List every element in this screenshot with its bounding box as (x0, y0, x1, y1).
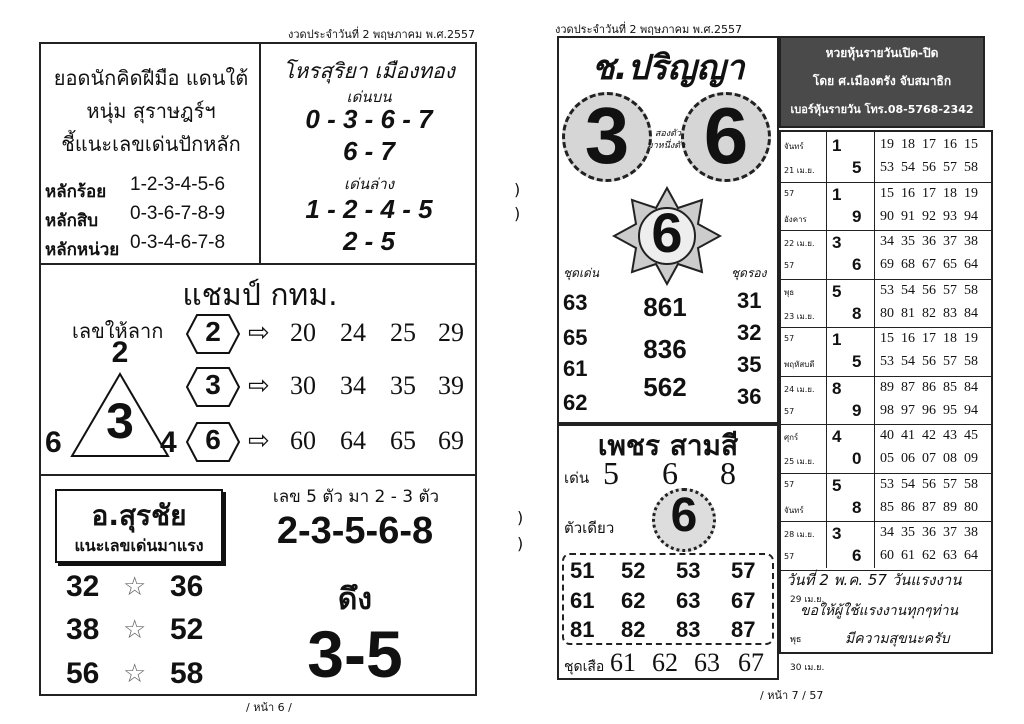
single-num: 6 (670, 489, 698, 542)
arrow-right-icon: ⇨ (248, 371, 270, 401)
table-row-divider (781, 327, 991, 328)
table-day-label: 23 เม.ย. (784, 311, 815, 321)
table-key: 4 (832, 427, 842, 446)
table-key: 5 (852, 352, 862, 371)
num-cell: 60 (290, 426, 316, 455)
chud-num: 62 (652, 648, 678, 677)
table-day-label: ศุกร์ (784, 433, 799, 442)
num-cell: 20 (290, 318, 316, 347)
star-num: 6 (651, 201, 683, 264)
pair-b: 36 (170, 570, 204, 603)
table-key: 3 (832, 233, 842, 252)
table-day-label: 57 (784, 334, 795, 343)
chud-num: 63 (694, 648, 720, 677)
lead-label: เลขให้ลาก (72, 319, 164, 343)
right-page-header: งวดประจำวันที่ 2 พฤษภาคม พ.ศ.2557 (555, 23, 742, 36)
row-value-tens: 0-3-6-7-8-9 (130, 203, 226, 224)
num-cell: 69 (438, 426, 464, 455)
topleft-line1: ยอดนักคิดฝีมือ แดนใต้ (53, 66, 249, 90)
table-nums: 80 81 82 83 84 (880, 305, 978, 321)
num-cell: 29 (438, 318, 464, 347)
set-right: 32 (737, 320, 762, 345)
note-day2: พุธ (790, 635, 802, 645)
middle-title: แชมป์ กทม. (182, 278, 338, 313)
single-label: ตัวเดียว (564, 519, 615, 537)
table-row-divider (781, 473, 991, 474)
hex-key-3: 6 (205, 424, 221, 455)
table-day-label: 25 เม.ย. (784, 457, 815, 466)
topleft-line3: ชี้แนะเลขเด่นปักหลัก (61, 132, 241, 156)
den-label: เด่น (564, 469, 590, 487)
draw-label: ดึง (337, 582, 373, 617)
set-left: 63 (563, 290, 588, 315)
table-nums: 69 68 67 65 64 (880, 257, 978, 272)
table-key: 5 (832, 281, 842, 301)
star-icon: ☆ (123, 659, 147, 689)
num-cell: 34 (340, 371, 366, 400)
table-nums: 53 54 56 57 58 (880, 476, 978, 492)
chud-num: 61 (610, 648, 636, 677)
den-num: 5 (603, 455, 619, 491)
table-row-divider (781, 521, 991, 522)
table-key: 6 (852, 546, 862, 565)
star-icon: ☆ (123, 572, 147, 602)
divider-horizontal (39, 263, 477, 265)
table-day-label: จันทร์ (784, 142, 804, 151)
table-day-label: อังคาร (784, 214, 807, 224)
table-nums: 15 16 17 18 19 (880, 185, 978, 201)
grid-cell: 52 (621, 558, 646, 583)
table-key: 8 (852, 497, 862, 517)
right-page-footer: / หน้า 7 / 57 (760, 689, 824, 702)
arrow-right-icon: ⇨ (248, 318, 270, 348)
lower-label: เด่นล่าง (343, 175, 395, 193)
table-key: 1 (832, 136, 842, 155)
set-right: 36 (737, 384, 762, 409)
num-cell: 64 (340, 426, 366, 455)
num-cell: 39 (438, 371, 464, 400)
set-left: 65 (563, 325, 588, 350)
row-label-units: หลักหน่วย (45, 240, 120, 260)
table-nums: 19 18 17 16 15 (880, 137, 978, 152)
table-row-divider (781, 376, 991, 377)
grid-cell: 81 (570, 617, 595, 642)
table-day-label: จันทร์ (784, 505, 804, 515)
grid-cell: 82 (621, 617, 646, 642)
triangle-right: 4 (160, 426, 177, 459)
table-key: 0 (852, 449, 862, 468)
table-nums: 05 06 07 08 09 (880, 451, 978, 466)
set-right: 31 (737, 288, 762, 313)
margin-mark: ) (514, 204, 521, 223)
table-day-label: พุธ (784, 287, 795, 297)
hex-key-1: 2 (205, 316, 221, 347)
triangle-left: 6 (45, 426, 62, 459)
five-label: เลข 5 ตัว มา 2 - 3 ตัว (272, 487, 440, 507)
grid-cell: 87 (731, 617, 756, 642)
num-cell: 35 (390, 371, 416, 400)
row-label-tens: หลักสิบ (45, 211, 99, 231)
table-key: 9 (852, 400, 862, 420)
set-left: 62 (563, 390, 588, 415)
note-line1: วันที่ 2 พ.ค. 57 วันแรงงาน (786, 571, 962, 589)
table-day-label: 57 (784, 479, 795, 489)
num-cell: 65 (390, 426, 416, 455)
pair-a: 56 (66, 657, 100, 690)
table-nums: 98 97 96 95 94 (880, 402, 978, 418)
table-day-label: 22 เม.ย. (784, 239, 815, 248)
divider-vertical (259, 42, 261, 264)
table-key: 1 (832, 330, 842, 349)
table-row-divider (781, 279, 991, 280)
row-value-hundreds: 1-2-3-4-5-6 (130, 174, 226, 195)
banner-line3: เบอร์หุ้นรายวัน โทร.08-5768-2342 (790, 103, 974, 116)
triangle-center: 3 (106, 393, 134, 449)
grid-cell: 53 (676, 558, 701, 583)
table-day-label: 24 เม.ย. (784, 384, 815, 394)
arrow-right-icon: ⇨ (248, 426, 270, 456)
table-row-divider (781, 182, 991, 183)
grid-cell: 57 (731, 558, 756, 583)
banner-line2: โดย ศ.เมืองตรัง จับสมาธิก (812, 74, 952, 88)
banner-line1: หวยหุ้นรายวันเปิด-ปิด (825, 46, 939, 60)
pair-b: 52 (170, 613, 204, 646)
grid-cell: 51 (570, 558, 595, 583)
table-col-divider (874, 132, 875, 568)
upper-label: เด่นบน (346, 88, 392, 106)
table-key: 5 (852, 158, 862, 177)
table-nums: 53 54 56 57 58 (880, 160, 978, 175)
small-label-1: สองตัว (654, 129, 682, 139)
table-key: 8 (832, 378, 842, 398)
grid-cell: 62 (621, 588, 646, 613)
table-nums: 90 91 92 93 94 (880, 208, 978, 224)
table-day-label: พฤหัสบดี (784, 360, 815, 369)
pair-a: 32 (66, 570, 100, 603)
table-nums: 15 16 17 18 19 (880, 331, 978, 346)
set-right: 35 (737, 352, 762, 377)
num-cell: 25 (390, 318, 416, 347)
small-label-2: มาหนึ่งตัว (646, 141, 686, 151)
table-row-divider (781, 424, 991, 425)
margin-mark: ) (517, 508, 524, 527)
table-day-label: 21 เม.ย. (784, 166, 815, 175)
star-icon: ☆ (123, 615, 147, 645)
table-nums: 60 61 62 63 64 (880, 548, 978, 563)
five-value: 2-3-5-6-8 (276, 510, 434, 552)
chud-label: ชุดเสือ (564, 659, 605, 675)
note-day1: 29 เม.ย. (790, 595, 825, 605)
surachai-name: อ.สุรชัย (91, 499, 187, 532)
table-key: 1 (832, 184, 842, 204)
table-nums: 34 35 36 37 38 (880, 525, 978, 540)
den-num: 8 (720, 455, 736, 491)
table-day-label: 57 (784, 552, 795, 561)
upper-line2: 6 - 7 (342, 136, 396, 166)
lower-line2: 2 - 5 (342, 226, 396, 256)
table-key: 5 (832, 475, 842, 495)
row-label-hundreds: หลักร้อย (45, 182, 107, 202)
table-nums: 89 87 86 85 84 (880, 379, 978, 395)
table-day-label: 57 (784, 261, 795, 270)
left-page-footer: / หน้า 6 / (246, 701, 292, 714)
den-num: 6 (662, 455, 678, 491)
upper-line1: 0 - 3 - 6 - 7 (305, 104, 433, 134)
set-left-label: ชุดเด่น (563, 266, 600, 280)
triangle-top: 2 (111, 336, 129, 369)
lower-line1: 1 - 2 - 4 - 5 (305, 194, 433, 224)
set-left: 61 (563, 356, 588, 381)
set-mid: 562 (643, 372, 687, 402)
table-day-label: 57 (784, 406, 795, 416)
table-day-label: 28 เม.ย. (784, 530, 815, 539)
big-left-num: 3 (584, 91, 630, 180)
table-nums: 85 86 87 89 80 (880, 499, 978, 515)
table-key: 3 (832, 524, 842, 543)
grid-cell: 61 (570, 588, 595, 613)
grid-cell: 67 (731, 588, 756, 613)
num-cell: 30 (290, 371, 316, 400)
table-nums: 53 54 56 57 58 (880, 282, 978, 298)
left-page-header: งวดประจำวันที่ 2 พฤษภาคม พ.ศ.2557 (288, 28, 475, 41)
table-col-divider (826, 132, 827, 568)
table-day-label: 57 (784, 188, 795, 198)
margin-mark: ) (517, 534, 524, 553)
grid-cell: 63 (676, 588, 701, 613)
pair-b: 58 (170, 657, 204, 690)
petch-title: เพชร สามสี (597, 429, 739, 462)
set-mid: 836 (643, 334, 687, 364)
table-key: 9 (852, 206, 862, 226)
table-nums: 53 54 56 57 58 (880, 354, 978, 369)
note-day3: 30 เม.ย. (790, 663, 825, 673)
row-value-units: 0-3-4-6-7-8 (130, 232, 226, 253)
ch-parinya-title: ช.ปริญญา (591, 48, 745, 88)
table-nums: 40 41 42 43 45 (880, 428, 978, 443)
topright-title: โหรสุริยา เมืองทอง (283, 59, 455, 83)
note-line3: มีความสุขนะครับ (845, 631, 950, 647)
divider-horizontal (39, 474, 477, 476)
hex-key-2: 3 (205, 369, 221, 400)
table-row-divider (781, 230, 991, 231)
topleft-line2: หนุ่ม สุราษฎร์ฯ (86, 99, 216, 123)
set-mid: 861 (643, 292, 687, 322)
num-cell: 24 (340, 318, 366, 347)
table-key: 6 (852, 255, 862, 274)
draw-value: 3-5 (307, 617, 403, 691)
grid-cell: 83 (676, 617, 701, 642)
chud-num: 67 (738, 648, 764, 677)
table-key: 8 (852, 303, 862, 323)
big-right-num: 6 (703, 91, 749, 180)
surachai-sub: แนะเลขเด่นมาแรง (74, 536, 204, 555)
margin-mark: ) (514, 180, 521, 199)
table-nums: 34 35 36 37 38 (880, 234, 978, 249)
set-right-label: ชุดรอง (731, 266, 767, 280)
pair-a: 38 (66, 613, 100, 646)
note-line2: ขอให้ผู้ใช้แรงงานทุกๆท่าน (800, 603, 959, 619)
